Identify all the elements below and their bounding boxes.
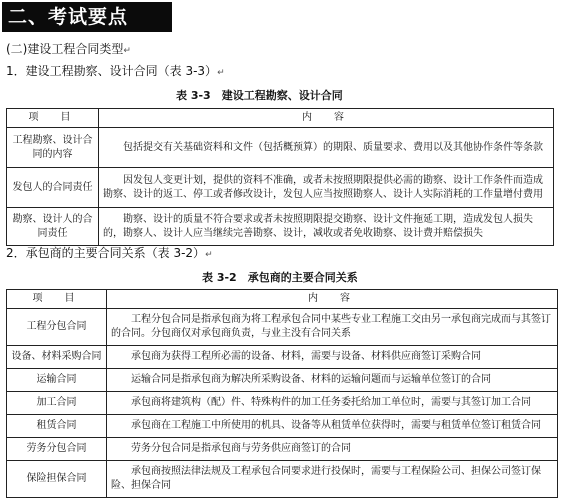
row-content: 承包商按照法律法规及工程承包合同要求进行投保时，需要与工程保险公司、担保公司签订保险、担保合同 xyxy=(107,461,558,498)
paragraph-mark-icon: ↵ xyxy=(123,46,131,56)
row-label: 运输合同 xyxy=(7,369,107,392)
row-content: 因发包人变更计划，提供的资料不准确，或者未按照期限提供必需的勘察、设计工作条件而造成勘察、设计的返工、停工或者修改设计，发包人应当按照勘察人、设计人实际消耗的工作量增付费用 xyxy=(99,168,554,208)
table-1-caption: 表 3-3 建设工程勘察、设计合同 xyxy=(176,89,343,102)
table-row xyxy=(7,346,558,369)
subsection-heading xyxy=(6,40,131,57)
row-label: 劳务分包合同 xyxy=(7,438,107,461)
item-1-text: 1．建设工程勘察、设计合同（表 3-3） xyxy=(6,64,218,78)
row-content: 承包商为获得工程所必需的设备、材料，需要与设备、材料供应商签订采购合同 xyxy=(107,346,558,369)
row-content: 劳务分包合同是指承包商与劳务供应商签订的合同 xyxy=(107,438,558,461)
row-label: 勘察、设计人的合同责任 xyxy=(7,208,99,246)
table-row xyxy=(7,208,554,246)
table-2-caption: 表 3-2 承包商的主要合同关系 xyxy=(202,271,358,284)
table-design-contract xyxy=(6,108,554,246)
item-1-heading xyxy=(6,62,225,79)
table-row xyxy=(7,415,558,438)
row-label: 保险担保合同 xyxy=(7,461,107,498)
row-label: 租赁合同 xyxy=(7,415,107,438)
row-label: 设备、材料采购合同 xyxy=(7,346,107,369)
row-content: 工程分包合同是指承包商为将工程承包合同中某些专业工程施工交由另一承包商完成而与其签订的合同。分包商仅对承包商负责，与业主没有合同关系 xyxy=(107,309,558,346)
row-content: 运输合同是指承包商为解决所采购设备、材料的运输问题而与运输单位签订的合同 xyxy=(107,369,558,392)
table-row xyxy=(7,438,558,461)
item-2-heading xyxy=(6,244,213,261)
row-content: 包括提交有关基础资料和文件（包括概预算）的期限、质量要求、费用以及其他协作条件等条款 xyxy=(99,128,554,168)
section-banner: 二、考试要点 xyxy=(2,2,172,32)
item-2-text: 2．承包商的主要合同关系（表 3-2） xyxy=(6,246,206,260)
header-content: 内 容 xyxy=(99,109,554,128)
row-content: 勘察、设计的质量不符合要求或者未按照期限提交勘察、设计文件拖延工期，造成发包人损失的，勘察人、设计人应当继续完善勘察、设计，减收或者免收勘察、设计费并赔偿损失 xyxy=(99,208,554,246)
table-row xyxy=(7,461,558,498)
header-item: 项 目 xyxy=(7,290,107,309)
table-header-row xyxy=(7,290,558,309)
paragraph-mark-icon: ↵ xyxy=(217,68,225,78)
table-row xyxy=(7,168,554,208)
paragraph-mark-icon: ↵ xyxy=(205,250,213,260)
table-row xyxy=(7,369,558,392)
subsection-heading-text: (二)建设工程合同类型 xyxy=(6,42,124,56)
row-label: 加工合同 xyxy=(7,392,107,415)
header-item: 项 目 xyxy=(7,109,99,128)
table-contractor-relations xyxy=(6,289,558,498)
row-label: 工程勘察、设计合同的内容 xyxy=(7,128,99,168)
table-row xyxy=(7,309,558,346)
table-header-row xyxy=(7,109,554,128)
header-content: 内 容 xyxy=(107,290,558,309)
row-label: 发包人的合同责任 xyxy=(7,168,99,208)
table-row xyxy=(7,392,558,415)
table-row xyxy=(7,128,554,168)
row-content: 承包商将建筑构（配）件、特殊构件的加工任务委托给加工单位时，需要与其签订加工合同 xyxy=(107,392,558,415)
row-label: 工程分包合同 xyxy=(7,309,107,346)
row-content: 承包商在工程施工中所使用的机具、设备等从租赁单位获得时，需要与租赁单位签订租赁合同 xyxy=(107,415,558,438)
